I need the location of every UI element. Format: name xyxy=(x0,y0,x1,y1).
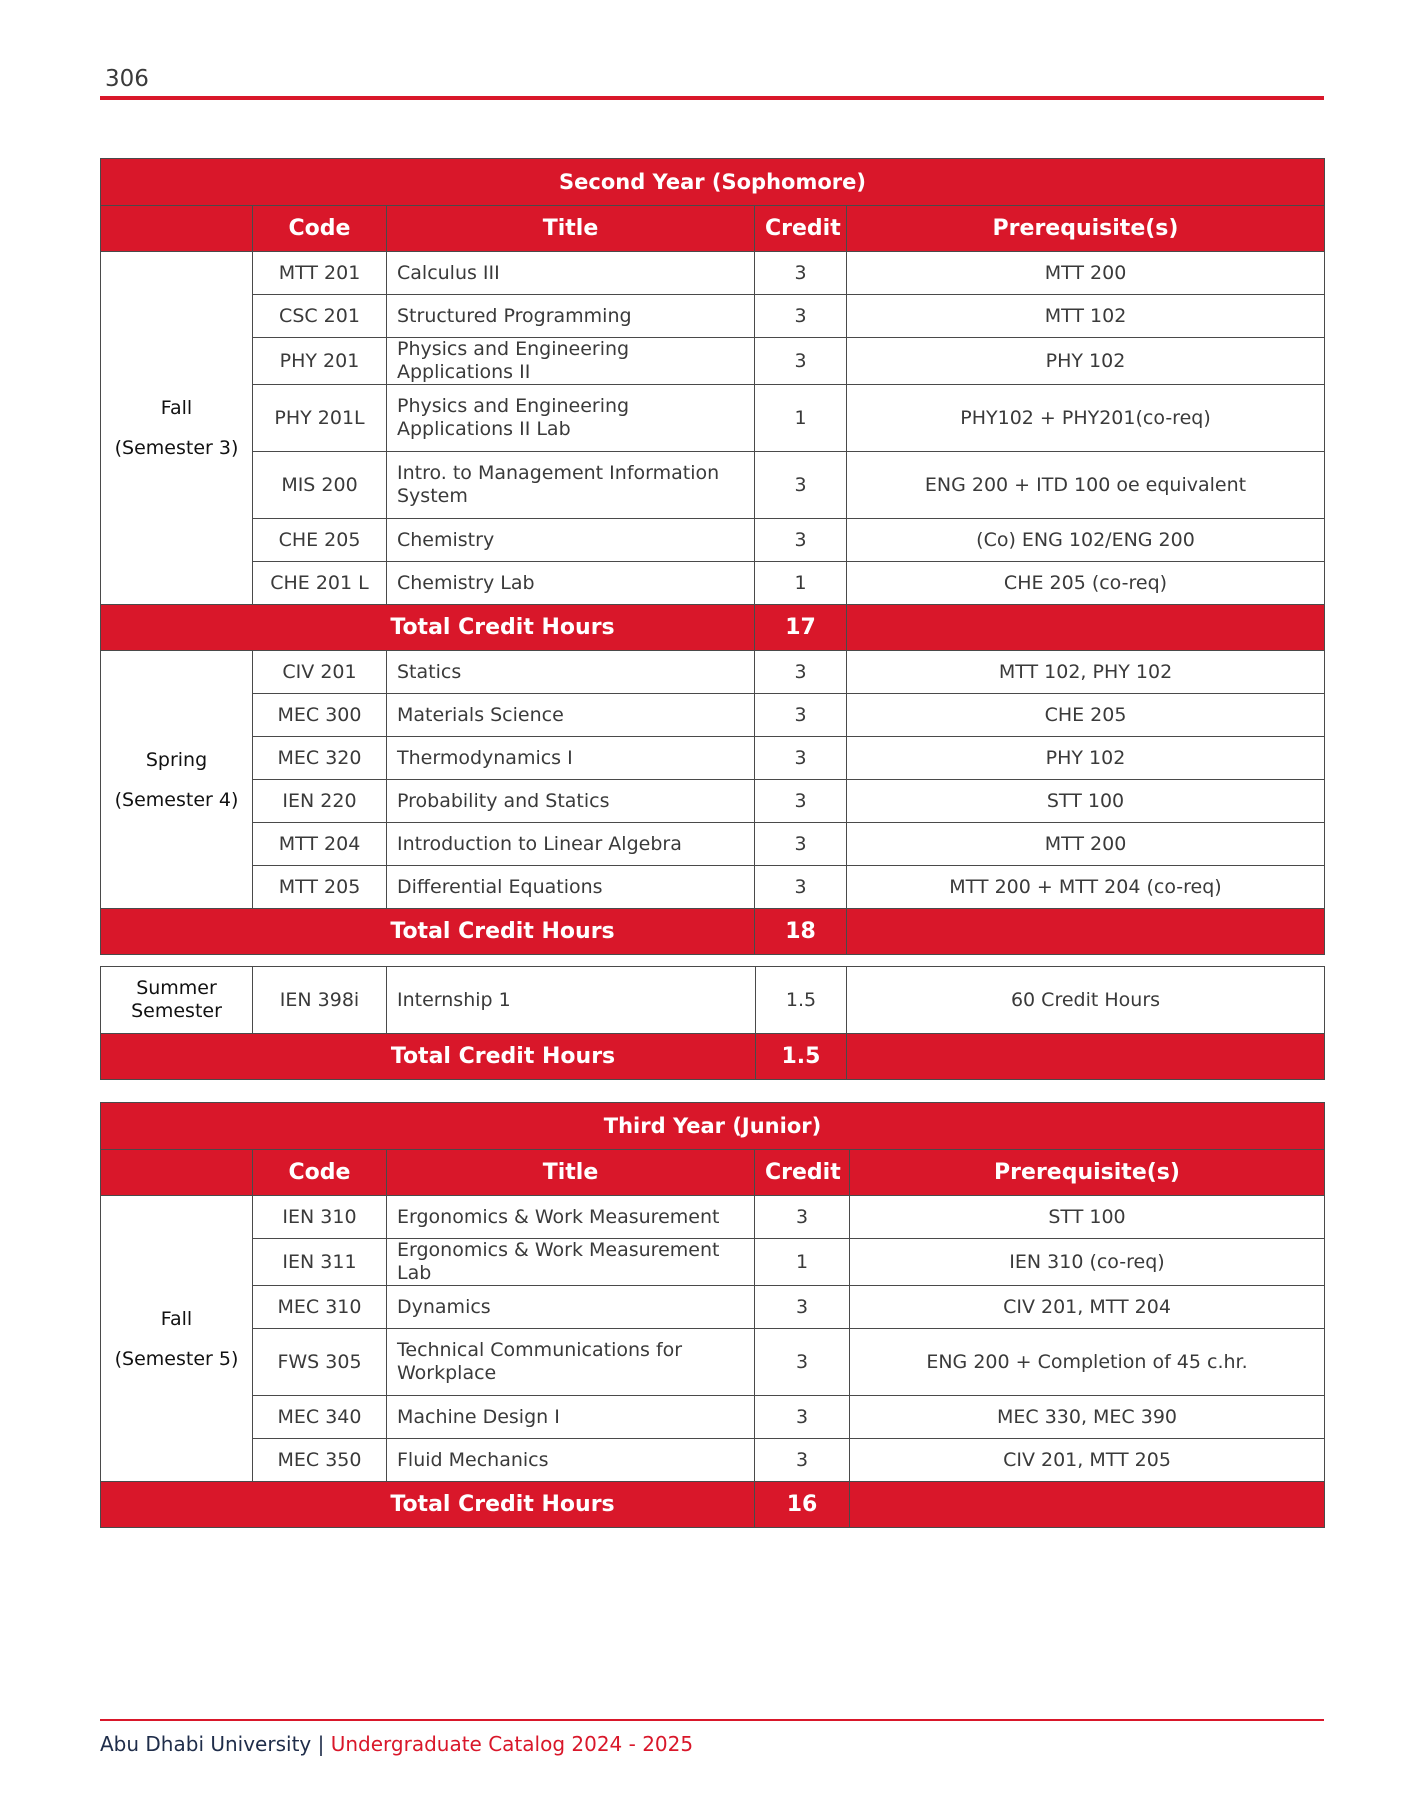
semester-label-summer: Summer Semester xyxy=(101,967,253,1034)
course-code: PHY 201L xyxy=(253,385,387,452)
course-code: MTT 205 xyxy=(253,866,387,909)
semester-name: Fall xyxy=(160,1307,193,1330)
table-row xyxy=(101,780,1325,823)
course-title: Structured Programming xyxy=(387,295,755,338)
course-title: Technical Communications for Workplace xyxy=(387,1329,755,1396)
table-row xyxy=(101,1439,1325,1482)
course-title: Statics xyxy=(387,651,755,694)
semester-label-spring-4 xyxy=(101,651,253,909)
table-row xyxy=(101,737,1325,780)
total-row-fall-5 xyxy=(101,1482,1325,1528)
table-row xyxy=(101,252,1325,295)
course-credit: 3 xyxy=(755,1286,850,1329)
semester-name: Spring xyxy=(145,748,208,771)
course-title: Probability and Statics xyxy=(387,780,755,823)
course-prereq: IEN 310 (co-req) xyxy=(850,1239,1325,1286)
course-credit: 3 xyxy=(755,737,847,780)
second-year-table xyxy=(100,158,1325,955)
table-row xyxy=(101,452,1325,519)
course-prereq: MTT 102 xyxy=(847,295,1325,338)
course-code: IEN 310 xyxy=(253,1196,387,1239)
total-value: 1.5 xyxy=(756,1034,847,1080)
header-rule xyxy=(100,96,1324,100)
course-title: Materials Science xyxy=(387,694,755,737)
course-title: Machine Design I xyxy=(387,1396,755,1439)
course-prereq: MTT 200 + MTT 204 (co-req) xyxy=(847,866,1325,909)
total-blank xyxy=(847,909,1325,955)
course-code: CIV 201 xyxy=(253,651,387,694)
footer-catalog: Undergraduate Catalog 2024 - 2025 xyxy=(330,1732,694,1756)
table-row xyxy=(101,1239,1325,1286)
total-row-fall-3 xyxy=(101,605,1325,651)
table-row xyxy=(101,562,1325,605)
footer-rule xyxy=(100,1719,1324,1721)
second-year-title: Second Year (Sophomore) xyxy=(101,159,1325,206)
course-code: MEC 340 xyxy=(253,1396,387,1439)
course-credit: 3 xyxy=(755,823,847,866)
semester-number: (Semester 3) xyxy=(114,437,239,459)
third-year-title: Third Year (Junior) xyxy=(101,1103,1325,1150)
course-prereq: ENG 200 + Completion of 45 c.hr. xyxy=(850,1329,1325,1396)
course-code: IEN 398i xyxy=(253,967,387,1034)
course-code: CHE 205 xyxy=(253,519,387,562)
course-prereq: STT 100 xyxy=(847,780,1325,823)
course-credit: 3 xyxy=(755,452,847,519)
table-row xyxy=(101,1196,1325,1239)
second-year-title-row xyxy=(101,159,1325,206)
header-credit: Credit xyxy=(755,206,847,252)
course-credit: 1 xyxy=(755,385,847,452)
total-label: Total Credit Hours xyxy=(101,605,755,651)
course-code: MEC 310 xyxy=(253,1286,387,1329)
course-prereq: MTT 200 xyxy=(847,252,1325,295)
total-blank xyxy=(850,1482,1325,1528)
course-code: IEN 220 xyxy=(253,780,387,823)
course-prereq: CIV 201, MTT 205 xyxy=(850,1439,1325,1482)
course-title: Differential Equations xyxy=(387,866,755,909)
semester-number: (Semester 5) xyxy=(114,1347,239,1370)
course-credit: 3 xyxy=(755,338,847,385)
course-title: Physics and Engineering Applications II xyxy=(387,338,755,385)
course-prereq: PHY 102 xyxy=(847,338,1325,385)
table-row xyxy=(101,823,1325,866)
course-credit: 3 xyxy=(755,651,847,694)
header-code: Code xyxy=(253,206,387,252)
total-label: Total Credit Hours xyxy=(101,1034,756,1080)
footer xyxy=(100,1732,693,1756)
course-code: FWS 305 xyxy=(253,1329,387,1396)
total-label: Total Credit Hours xyxy=(101,1482,755,1528)
course-code: PHY 201 xyxy=(253,338,387,385)
table-row xyxy=(101,338,1325,385)
table-row xyxy=(101,1396,1325,1439)
course-credit: 3 xyxy=(755,780,847,823)
semester-number: (Semester 4) xyxy=(114,788,239,811)
table-row xyxy=(101,519,1325,562)
course-prereq: MTT 102, PHY 102 xyxy=(847,651,1325,694)
course-title: Ergonomics & Work Measurement xyxy=(387,1196,755,1239)
course-title: Thermodynamics I xyxy=(387,737,755,780)
course-code: MEC 300 xyxy=(253,694,387,737)
header-prereq: Prerequisite(s) xyxy=(847,206,1325,252)
table-row xyxy=(101,295,1325,338)
course-prereq: PHY102 + PHY201(co-req) xyxy=(847,385,1325,452)
course-code: IEN 311 xyxy=(253,1239,387,1286)
header-blank xyxy=(101,206,253,252)
table-row xyxy=(101,1329,1325,1396)
summer-table xyxy=(100,966,1325,1080)
course-code: MTT 204 xyxy=(253,823,387,866)
course-prereq: CHE 205 xyxy=(847,694,1325,737)
course-code: MIS 200 xyxy=(253,452,387,519)
course-credit: 3 xyxy=(755,295,847,338)
course-title: Introduction to Linear Algebra xyxy=(387,823,755,866)
course-title: Chemistry Lab xyxy=(387,562,755,605)
course-credit: 3 xyxy=(755,519,847,562)
course-prereq: MEC 330, MEC 390 xyxy=(850,1396,1325,1439)
header-title: Title xyxy=(387,1150,755,1196)
total-blank xyxy=(847,1034,1325,1080)
course-prereq: CHE 205 (co-req) xyxy=(847,562,1325,605)
course-title: Fluid Mechanics xyxy=(387,1439,755,1482)
course-credit: 3 xyxy=(755,1396,850,1439)
course-credit: 1 xyxy=(755,1239,850,1286)
footer-separator: | xyxy=(317,1732,325,1756)
course-code: CHE 201 L xyxy=(253,562,387,605)
course-prereq: ENG 200 + ITD 100 oe equivalent xyxy=(847,452,1325,519)
course-code: MTT 201 xyxy=(253,252,387,295)
course-code: MEC 350 xyxy=(253,1439,387,1482)
semester-label-fall-3 xyxy=(101,252,253,605)
course-title: Ergonomics & Work Measurement Lab xyxy=(387,1239,755,1286)
course-title: Intro. to Management Information System xyxy=(387,452,755,519)
third-year-title-row xyxy=(101,1103,1325,1150)
course-prereq: PHY 102 xyxy=(847,737,1325,780)
second-year-header-row xyxy=(101,206,1325,252)
course-credit: 3 xyxy=(755,1439,850,1482)
table-row xyxy=(101,967,1325,1034)
course-title: Chemistry xyxy=(387,519,755,562)
course-code: MEC 320 xyxy=(253,737,387,780)
course-credit: 1 xyxy=(755,562,847,605)
footer-university: Abu Dhabi University xyxy=(100,1732,312,1756)
total-row-spring-4 xyxy=(101,909,1325,955)
table-row xyxy=(101,651,1325,694)
total-value: 18 xyxy=(755,909,847,955)
course-title: Physics and Engineering Applications II Lab xyxy=(387,385,755,452)
table-row xyxy=(101,1286,1325,1329)
course-title: Internship 1 xyxy=(387,967,756,1034)
course-prereq: STT 100 xyxy=(850,1196,1325,1239)
table-row xyxy=(101,866,1325,909)
course-title: Calculus III xyxy=(387,252,755,295)
semester-label-fall-5 xyxy=(101,1196,253,1482)
course-credit: 3 xyxy=(755,1329,850,1396)
course-credit: 3 xyxy=(755,694,847,737)
header-credit: Credit xyxy=(755,1150,850,1196)
course-prereq: MTT 200 xyxy=(847,823,1325,866)
third-year-header-row xyxy=(101,1150,1325,1196)
header-title: Title xyxy=(387,206,755,252)
total-label: Total Credit Hours xyxy=(101,909,755,955)
table-row xyxy=(101,694,1325,737)
semester-name: Fall xyxy=(160,397,193,419)
third-year-table xyxy=(100,1102,1325,1528)
course-credit: 1.5 xyxy=(756,967,847,1034)
course-prereq: (Co) ENG 102/ENG 200 xyxy=(847,519,1325,562)
course-title: Dynamics xyxy=(387,1286,755,1329)
course-credit: 3 xyxy=(755,252,847,295)
course-credit: 3 xyxy=(755,1196,850,1239)
total-row-summer xyxy=(101,1034,1325,1080)
page-number: 306 xyxy=(105,66,149,92)
header-blank xyxy=(101,1150,253,1196)
header-prereq: Prerequisite(s) xyxy=(850,1150,1325,1196)
total-value: 16 xyxy=(755,1482,850,1528)
course-code: CSC 201 xyxy=(253,295,387,338)
total-blank xyxy=(847,605,1325,651)
course-credit: 3 xyxy=(755,866,847,909)
header-code: Code xyxy=(253,1150,387,1196)
total-value: 17 xyxy=(755,605,847,651)
table-row xyxy=(101,385,1325,452)
course-prereq: CIV 201, MTT 204 xyxy=(850,1286,1325,1329)
course-prereq: 60 Credit Hours xyxy=(847,967,1325,1034)
